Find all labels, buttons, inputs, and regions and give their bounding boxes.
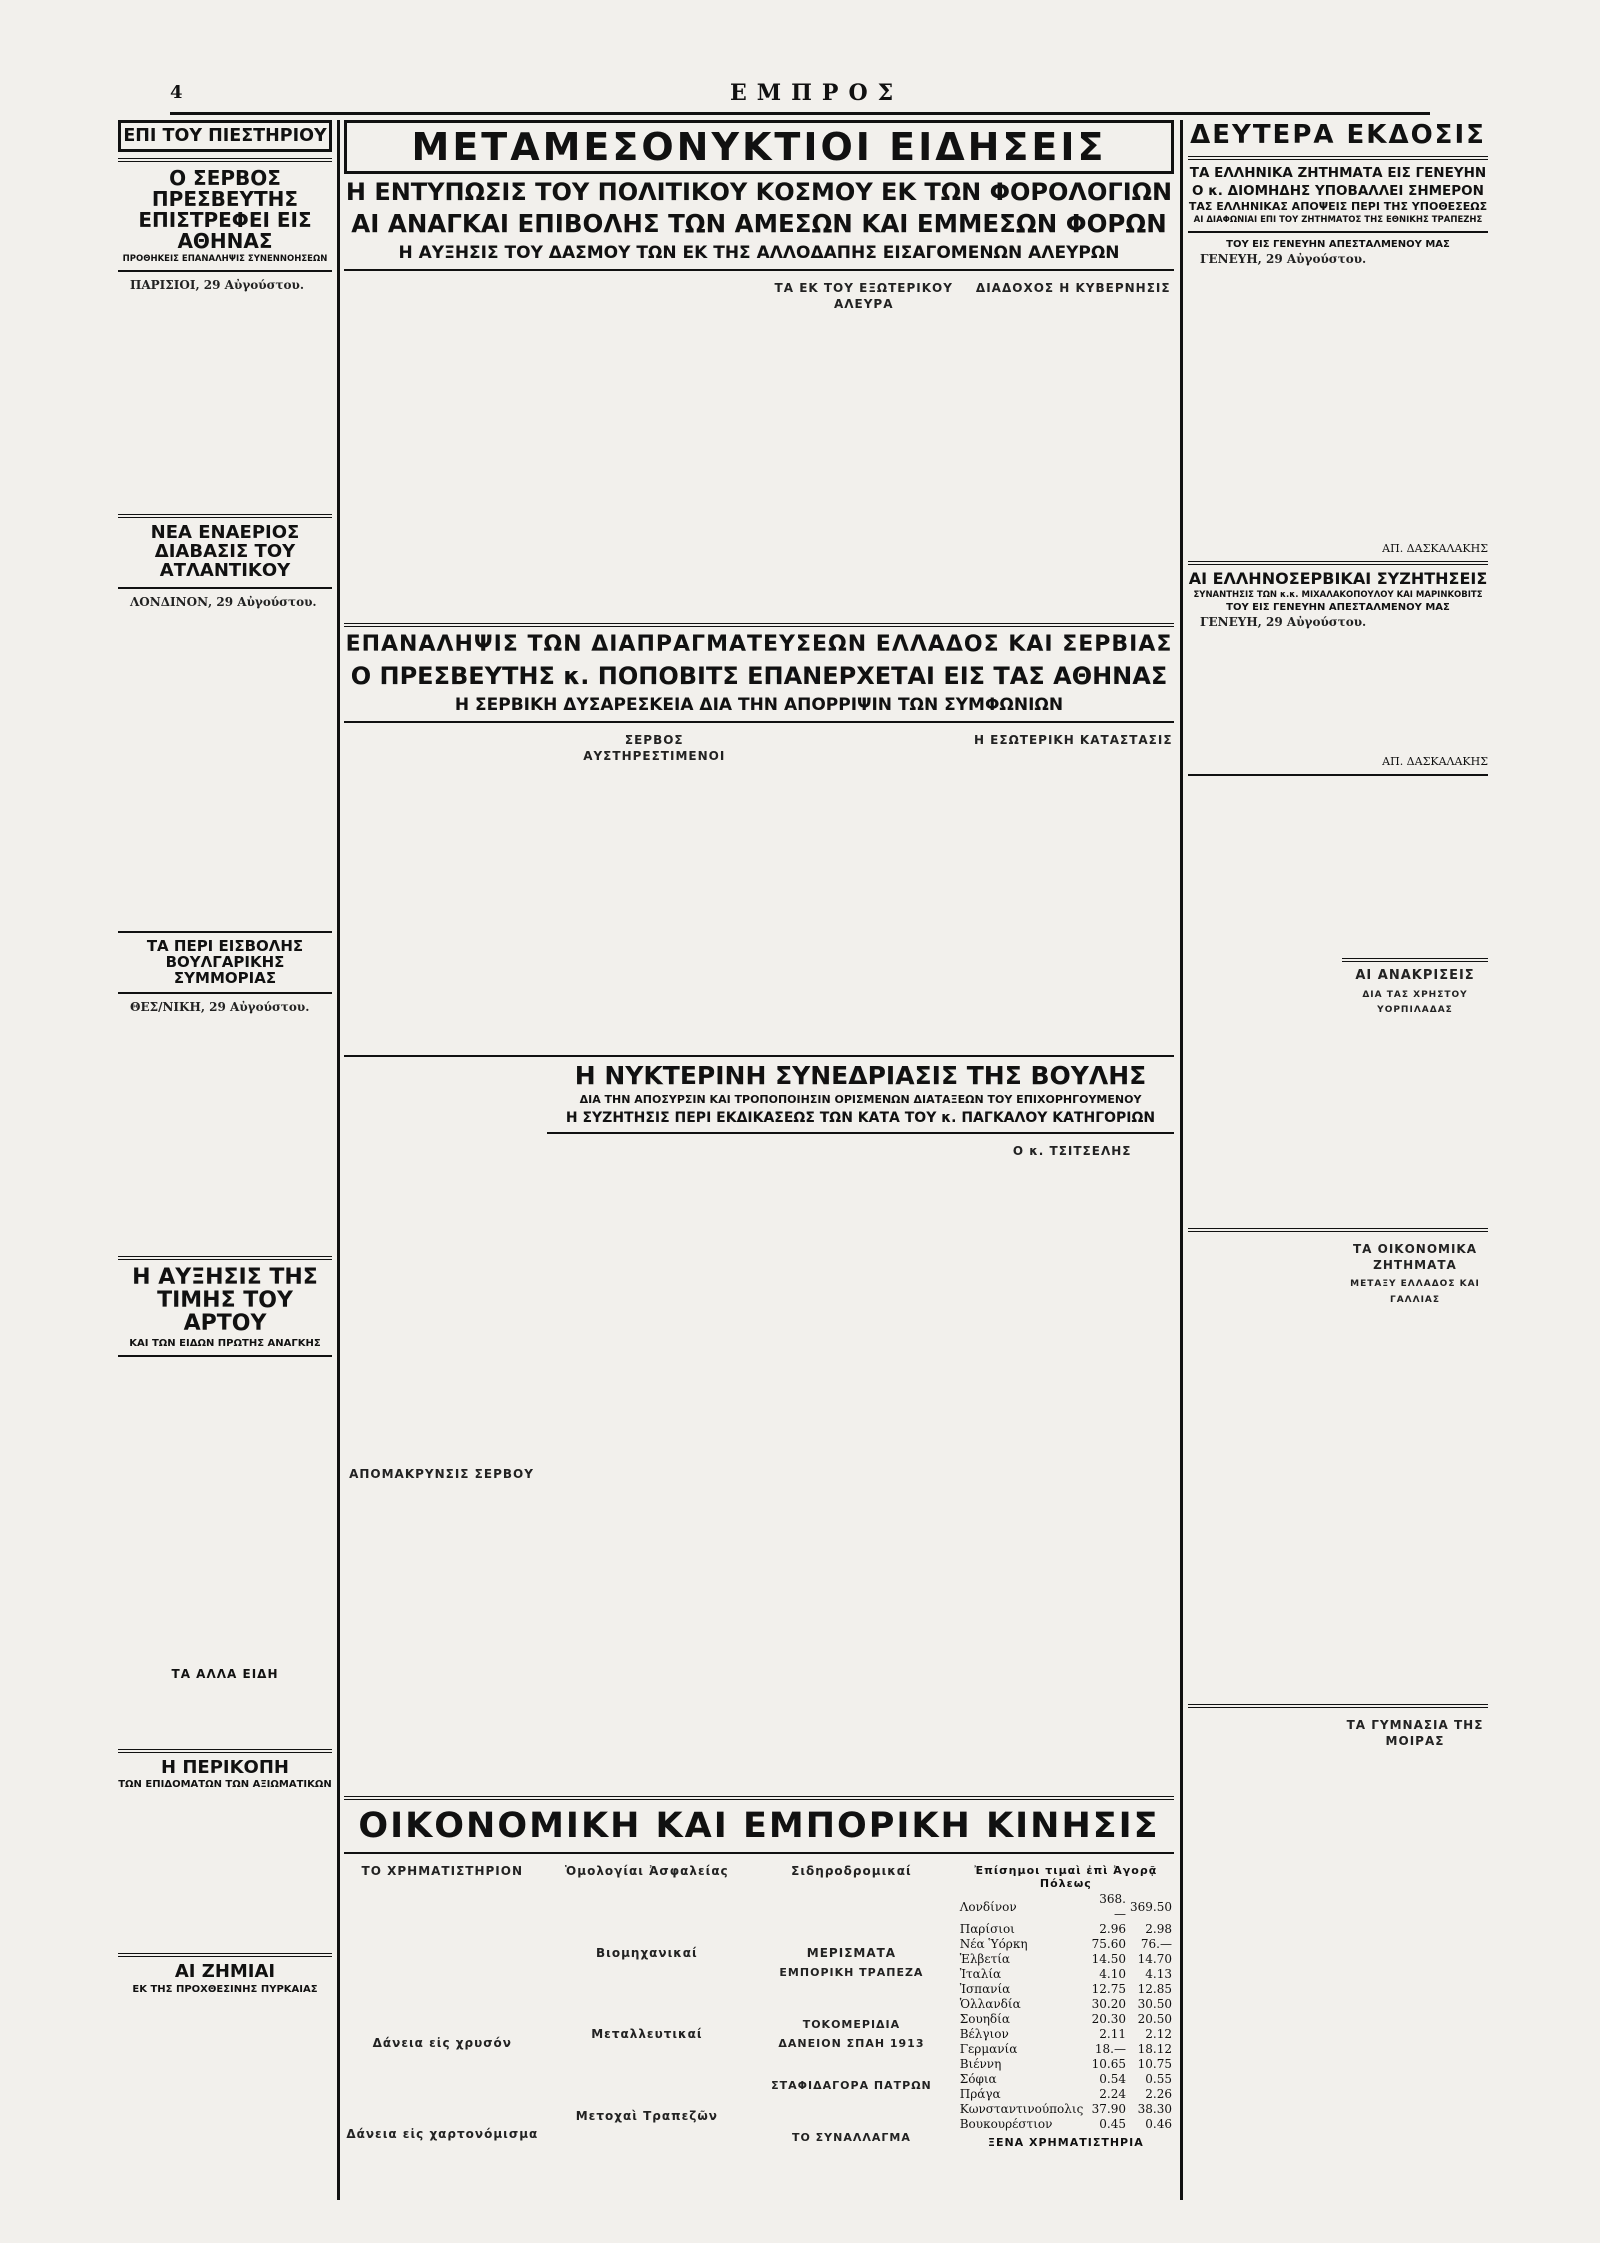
- currency-name: Βουκουρέστιον: [959, 2117, 1053, 2131]
- currency-row: [958, 2012, 1174, 2027]
- center-banner: ΜΕΤΑΜΕΣΟΝΥΚΤΙΟΙ ΕΙΔΗΣΕΙΣ: [344, 120, 1174, 174]
- subheadline: ΣΕΡΒΟΣ ΑΥΣΤΗΡΕΣΤΙΜΕΝΟΙ: [583, 733, 726, 763]
- finance-column: [344, 1860, 541, 2210]
- dateline: ΓΕΝΕΥΗ, 29 Αὐγούστου.: [1200, 615, 1367, 630]
- subheadline: ΜΕΤΑΞΥ ΕΛΛΑΔΟΣ ΚΑΙ ΓΑΛΛΙΑΣ: [1350, 1279, 1480, 1305]
- subheadline: ΤΩΝ ΕΠΙΔΟΜΑΤΩΝ ΤΩΝ ΑΞΙΩΜΑΤΙΚΩΝ: [118, 1779, 332, 1791]
- currency-buy: 75.60: [1091, 1937, 1126, 1951]
- headline: ΑΙ ΕΛΛΗΝΟΣΕΡΒΙΚΑΙ ΣΥΖΗΤΗΣΕΙΣ: [1188, 571, 1488, 589]
- subheadline: ΕΜΠΟΡΙΚΗ ΤΡΑΠΕΖΑ: [779, 1966, 924, 1980]
- finance-section: [344, 1790, 1174, 2210]
- currency-name: Βέλγιον: [959, 2027, 1009, 2041]
- left-column: [118, 120, 332, 2210]
- currency-row: [958, 1937, 1174, 1952]
- headline: ΤΑ ΠΕΡΙ ΕΙΣΒΟΛΗΣ ΒΟΥΛΓΑΡΙΚΗΣ ΣΥΜΜΟΡΙΑΣ: [146, 939, 304, 987]
- subheadline: ΤΟ ΧΡΗΜΑΤΙΣΤΗΡΙΟΝ: [361, 1864, 524, 1878]
- subheadline: Μετοχαὶ Τραπεζῶν: [575, 2108, 718, 2123]
- article-body: [118, 1683, 332, 1743]
- article-body: [1188, 1714, 1334, 1854]
- dateline: ΠΑΡΙΣΙΟΙ, 29 Αὐγούστου.: [130, 278, 304, 293]
- currency-sell: 369.50: [1129, 1899, 1172, 1914]
- subheadline: Σιδηροδρομικαί: [791, 1864, 912, 1878]
- currency-row: [958, 1892, 1174, 1922]
- currency-sell: 20.50: [1137, 2012, 1172, 2026]
- subheadline: Η ΣΥΖΗΤΗΣΙΣ ΠΕΡΙ ΕΚΔΙΚΑΣΕΩΣ ΤΩΝ ΚΑΤΑ ΤΟΥ κ. ΠΑΓΚΑΛΟΥ ΚΑΤΗΓΟΡΙΩΝ: [565, 1110, 1156, 1127]
- currency-buy: 37.90: [1091, 2102, 1126, 2116]
- left-banner: ΕΠΙ ΤΟΥ ΠΙΕΣΤΗΡΙΟΥ: [118, 120, 332, 152]
- finance-column: [549, 1860, 746, 2210]
- currency-row: [958, 1952, 1174, 1967]
- headline: ΑΙ ΑΝΑΚΡΙΣΕΙΣ: [1355, 968, 1475, 984]
- article-body: [763, 729, 965, 1049]
- article-body: [118, 1792, 332, 1947]
- subheadline: ΑΠΟΜΑΚΡΥΝΣΙΣ ΣΕΡΒΟΥ: [349, 1467, 534, 1482]
- subheadline: Η ΕΣΩΤΕΡΙΚΗ ΚΑΤΑΣΤΑΣΙΣ: [973, 733, 1173, 748]
- currency-name: Λονδίνον: [959, 1899, 1017, 1914]
- subheadline: ΤΑ ΕΚ ΤΟΥ ΕΞΩΤΕΡΙΚΟΥ ΑΛΕΥΡΑ: [774, 280, 953, 311]
- currency-row: [958, 2117, 1174, 2132]
- currency-sell: 4.13: [1145, 1967, 1172, 1981]
- subheadline: Ο κ. ΤΣΙΤΣΕΛΗΣ: [1012, 1144, 1132, 1159]
- currency-sell: 38.30: [1137, 2102, 1172, 2116]
- signature: ΑΠ. ΔΑΣΚΑΛΑΚΗΣ: [1382, 542, 1488, 556]
- currency-buy: 368.—: [1099, 1892, 1126, 1921]
- article-body: [554, 729, 756, 1049]
- center-section: [344, 120, 1174, 1840]
- headline: Ο κ. ΔΙΟΜΗΔΗΣ ΥΠΟΒΑΛΛΕΙ ΣΗΜΕΡΟΝ: [1192, 184, 1484, 199]
- headline: Η ΝΥΚΤΕΡΙΝΗ ΣΥΝΕΔΡΙΑΣΙΣ ΤΗΣ ΒΟΥΛΗΣ: [574, 1063, 1147, 1090]
- dateline: ΘΕΣ/ΝΙΚΗ, 29 Αὐγούστου.: [130, 1000, 310, 1015]
- article-body: [118, 1000, 332, 1250]
- currency-name: Ὁλλανδία: [959, 1997, 1021, 2011]
- currency-buy: 18.—: [1094, 2042, 1126, 2056]
- article-columns: [547, 1140, 1174, 1520]
- subheadline: ΤΑ ΑΛΛΑ ΕΙΔΗ: [171, 1666, 279, 1681]
- subheadline: Δάνεια εἰς χρυσόν: [372, 2035, 512, 2050]
- subheadline: ΜΕΡΙΣΜΑΤΑ: [806, 1945, 897, 1960]
- subheadline: ΔΙΑΔΟΧΟΣ Η ΚΥΒΕΡΝΗΣΙΣ: [975, 280, 1171, 295]
- currency-name: Γερμανία: [959, 2042, 1018, 2056]
- currency-sell: 10.75: [1137, 2057, 1172, 2071]
- subheadline: ΕΚ ΤΗΣ ΠΡΟΧΘΕΣΙΝΗΣ ΠΥΡΚΑΪΑΣ: [132, 1984, 318, 1996]
- currency-buy: 12.75: [1091, 1982, 1126, 1996]
- article-columns: [1188, 1238, 1488, 1698]
- currency-buy: 14.50: [1091, 1952, 1126, 1966]
- article-body: [118, 1363, 332, 1663]
- article-columns: [344, 729, 1174, 1049]
- page-number: 4: [170, 82, 183, 103]
- currency-name: Σουηδία: [959, 2012, 1010, 2026]
- article-body: [1188, 782, 1334, 1222]
- subheadline: ΣΥΝΑΝΤΗΣΙΣ ΤΩΝ κ.κ. ΜΙΧΑΛΑΚΟΠΟΥΛΟΥ ΚΑΙ ΜΑΡΙΝΚΟΒΙΤΣ: [1193, 590, 1483, 601]
- headline: ΕΠΑΝΑΛΗΨΙΣ ΤΩΝ ΔΙΑΠΡΑΓΜΑΤΕΥΣΕΩΝ ΕΛΛΑΔΟΣ ΚΑΙ ΣΕΡΒΙΑΣ: [345, 632, 1173, 656]
- right-column: [1188, 120, 1488, 2210]
- currency-sell: 2.98: [1145, 1922, 1172, 1936]
- currency-row: [958, 2072, 1174, 2087]
- right-banner: ΔΕΥΤΕΡΑ ΕΚΔΟΣΙΣ: [1190, 120, 1486, 150]
- dateline: ΓΕΝΕΥΗ, 29 Αὐγούστου.: [1200, 252, 1367, 267]
- subheadline: Δάνεια εἰς χαρτονόμισμα: [346, 2127, 539, 2142]
- currency-sell: 2.26: [1145, 2087, 1172, 2101]
- article-body: [547, 1140, 751, 1520]
- article-body: [344, 277, 546, 617]
- subheadline: ΣΤΑΦΙΔΑΓΟΡΑ ΠΑΤΡΩΝ: [771, 2078, 932, 2092]
- article-body: [970, 1140, 1174, 1520]
- currency-row: [958, 1922, 1174, 1937]
- subheadline: ΔΑΝΕΙΟΝ ΣΠΑΗ 1913: [778, 2037, 925, 2051]
- currency-name: Ἰταλία: [959, 1967, 1002, 1981]
- article-body: [344, 729, 546, 1049]
- subheadline: ΤΟ ΣΥΝΑΛΛΑΓΜΑ: [791, 2130, 911, 2144]
- currency-row: [958, 2057, 1174, 2072]
- currency-name: Σόφια: [959, 2072, 997, 2086]
- headline: ΑΙ ΖΗΜΙΑΙ: [174, 1963, 276, 1983]
- signature: ΑΠ. ΔΑΣΚΑΛΑΚΗΣ: [1382, 755, 1488, 769]
- currency-sell: 12.85: [1137, 1982, 1172, 1996]
- headline: ΤΑ ΟΙΚΟΝΟΜΙΚΑ ΖΗΤΗΜΑΤΑ: [1352, 1242, 1478, 1272]
- article-body: [1188, 252, 1488, 542]
- currency-name: Κωνσταντινούπολις: [959, 2102, 1084, 2116]
- subheadline: Βιομηχανικαί: [596, 1945, 698, 1960]
- headline: ΤΑ ΕΛΛΗΝΙΚΑ ΖΗΤΗΜΑΤΑ ΕΙΣ ΓΕΝΕΥΗΝ: [1189, 166, 1487, 181]
- article-body: [118, 278, 332, 508]
- currency-name: Ἰσπανία: [959, 1982, 1011, 1996]
- subheadline: ΤΟΚΟΜΕΡΙΔΙΑ: [802, 2017, 901, 2031]
- headline: ΑΙ ΑΝΑΓΚΑΙ ΕΠΙΒΟΛΗΣ ΤΩΝ ΑΜΕΣΩΝ ΚΑΙ ΕΜΜΕΣΩΝ ΦΟΡΩΝ: [351, 211, 1167, 237]
- subheadline: ΑΙ ΔΙΑΦΩΝΙΑΙ ΕΠΙ ΤΟΥ ΖΗΤΗΜΑΤΟΣ ΤΗΣ ΕΘΝΙΚΗΣ ΤΡΑΠΕΖΗΣ: [1193, 215, 1483, 226]
- article-body: [1188, 615, 1488, 755]
- finance-column: [753, 1860, 950, 2210]
- currency-row: [958, 2102, 1174, 2117]
- currency-sell: 30.50: [1137, 1997, 1172, 2011]
- article-body: [763, 277, 965, 617]
- finance-column: [958, 1860, 1174, 2210]
- headline: Ο ΣΕΡΒΟΣ ΠΡΕΣΒΕΥΤΗΣ ΕΠΙΣΤΡΕΦΕΙ ΕΙΣ ΑΘΗΝΑΣ: [138, 168, 312, 253]
- subheadline: ΔΙΑ ΤΗΝ ΑΠΟΣΥΡΣΙΝ ΚΑΙ ΤΡΟΠΟΠΟΙΗΣΙΝ ΟΡΙΣΜΕΝΩΝ ΔΙΑΤΑΞΕΩΝ ΤΟΥ ΕΠΙΧΟΡΗΓΟΥΜΕΝΟΥ: [579, 1093, 1142, 1107]
- subheadline: Μεταλλευτικαί: [591, 2027, 703, 2042]
- currency-buy: 10.65: [1091, 2057, 1126, 2071]
- currency-name: Πράγα: [959, 2087, 1001, 2101]
- currency-buy: 0.45: [1099, 2117, 1126, 2131]
- subheadline: Ὁμολογίαι Ἀσφαλείας: [565, 1864, 729, 1878]
- byline: ΤΟΥ ΕΙΣ ΓΕΝΕΥΗΝ ΑΠΕΣΤΑΛΜΕΝΟΥ ΜΑΣ: [1226, 239, 1450, 251]
- subheadline: Η ΑΥΞΗΣΙΣ ΤΟΥ ΔΑΣΜΟΥ ΤΩΝ ΕΚ ΤΗΣ ΑΛΛΟΔΑΠΗΣ ΕΙΣΑΓΟΜΕΝΩΝ ΑΛΕΥΡΩΝ: [398, 242, 1120, 263]
- currency-sell: 14.70: [1137, 1952, 1172, 1966]
- currency-table: [958, 1892, 1174, 2132]
- subheadline: ΔΙΑ ΤΑΣ ΧΡΗΣΤΟΥ ΥΟΡΠΙΛΑΔΑΣ: [1362, 989, 1468, 1016]
- column-divider: [337, 120, 340, 2200]
- article-body: [759, 1140, 963, 1520]
- currency-buy: 30.20: [1091, 1997, 1126, 2011]
- currency-row: [958, 2087, 1174, 2102]
- subheadline: ΞΕΝΑ ΧΡΗΜΑΤΙΣΤΗΡΙΑ: [988, 2136, 1144, 2149]
- article-body: [1342, 782, 1488, 1222]
- currency-sell: 0.55: [1145, 2072, 1172, 2086]
- article-body: [1188, 1238, 1334, 1698]
- article-body: [118, 595, 332, 925]
- article-body: [344, 1063, 539, 1520]
- article-body: [973, 277, 1175, 617]
- subheadline: ΤΑΣ ΕΛΛΗΝΙΚΑΣ ΑΠΟΨΕΙΣ ΠΕΡΙ ΤΗΣ ΥΠΟΘΕΣΕΩΣ: [1188, 200, 1488, 214]
- headline: Η ΕΝΤΥΠΩΣΙΣ ΤΟΥ ΠΟΛΙΤΙΚΟΥ ΚΟΣΜΟΥ ΕΚ ΤΩΝ ΦΟΡΟΛΟΓΙΩΝ: [345, 180, 1173, 206]
- currency-name: Νέα Ὑόρκη: [959, 1937, 1028, 1951]
- byline: ΤΟΥ ΕΙΣ ΓΕΝΕΥΗΝ ΑΠΕΣΤΑΛΜΕΝΟΥ ΜΑΣ: [1226, 602, 1450, 614]
- currency-buy: 2.11: [1099, 2027, 1126, 2041]
- article-body: [554, 277, 756, 617]
- article-body: [973, 729, 1175, 1049]
- article-body: [1342, 1238, 1488, 1698]
- dateline: ΛΟΝΔΙΝΟΝ, 29 Αὐγούστου.: [130, 595, 317, 610]
- article-body: [1342, 1714, 1488, 1854]
- article-body: [118, 1997, 332, 2167]
- headline: Ο ΠΡΕΣΒΕΥΤΗΣ κ. ΠΟΠΟΒΙΤΣ ΕΠΑΝΕΡΧΕΤΑΙ ΕΙΣ ΤΑΣ ΑΘΗΝΑΣ: [350, 664, 1168, 690]
- headline: ΤΑ ΓΥΜΝΑΣΙΑ ΤΗΣ ΜΟΙΡΑΣ: [1346, 1718, 1484, 1748]
- column-divider: [1180, 120, 1183, 2200]
- finance-banner: ΟΙΚΟΝΟΜΙΚΗ ΚΑΙ ΕΜΠΟΡΙΚΗ ΚΙΝΗΣΙΣ: [358, 1806, 1160, 1846]
- paper-name: ΕΜΠΡΟΣ: [730, 80, 904, 106]
- currency-buy: 2.96: [1099, 1922, 1126, 1936]
- headline: ΝΕΑ ΕΝΑΕΡΙΟΣ ΔΙΑΒΑΣΙΣ ΤΟΥ ΑΤΛΑΝΤΙΚΟΥ: [150, 524, 300, 582]
- currency-name: Παρίσιοι: [959, 1922, 1015, 1936]
- currency-row: [958, 1982, 1174, 1997]
- headline: Η ΑΥΞΗΣΙΣ ΤΗΣ ΤΙΜΗΣ ΤΟΥ ΑΡΤΟΥ: [132, 1266, 318, 1336]
- subheadline: ΚΑΙ ΤΩΝ ΕΙΔΩΝ ΠΡΩΤΗΣ ΑΝΑΓΚΗΣ: [129, 1337, 321, 1349]
- currency-sell: 2.12: [1145, 2027, 1172, 2041]
- currency-sell: 18.12: [1137, 2042, 1172, 2056]
- headline: Η ΠΕΡΙΚΟΠΗ: [161, 1758, 289, 1778]
- subheadline: Ἐπίσημοι τιμαὶ ἐπὶ Ἀγορᾷ Πόλεως: [974, 1864, 1158, 1890]
- article-columns: [1188, 1714, 1488, 1854]
- currency-row: [958, 1997, 1174, 2012]
- currency-row: [958, 2027, 1174, 2042]
- currency-name: Ἑλβετία: [959, 1952, 1011, 1966]
- currency-name: Βιέννη: [959, 2057, 1002, 2071]
- subheadline: Η ΣΕΡΒΙΚΗ ΔΥΣΑΡΕΣΚΕΙΑ ΔΙΑ ΤΗΝ ΑΠΟΡΡΙΨΙΝ ΤΩΝ ΣΥΜΦΩΝΙΩΝ: [454, 695, 1064, 716]
- article-columns: [344, 277, 1174, 617]
- subheadline: ΠΡΟΘΗΚΕΙΣ ΕΠΑΝΑΛΗΨΙΣ ΣΥΝΕΝΝΟΗΣΕΩΝ: [122, 254, 328, 265]
- currency-buy: 4.10: [1099, 1967, 1126, 1981]
- article-columns: [1188, 782, 1488, 1222]
- currency-buy: 20.30: [1091, 2012, 1126, 2026]
- masthead: [170, 82, 1430, 115]
- currency-sell: 0.46: [1145, 2117, 1172, 2131]
- currency-row: [958, 2042, 1174, 2057]
- currency-buy: 0.54: [1099, 2072, 1126, 2086]
- currency-buy: 2.24: [1099, 2087, 1126, 2101]
- currency-sell: 76.—: [1140, 1937, 1172, 1951]
- currency-row: [958, 1967, 1174, 1982]
